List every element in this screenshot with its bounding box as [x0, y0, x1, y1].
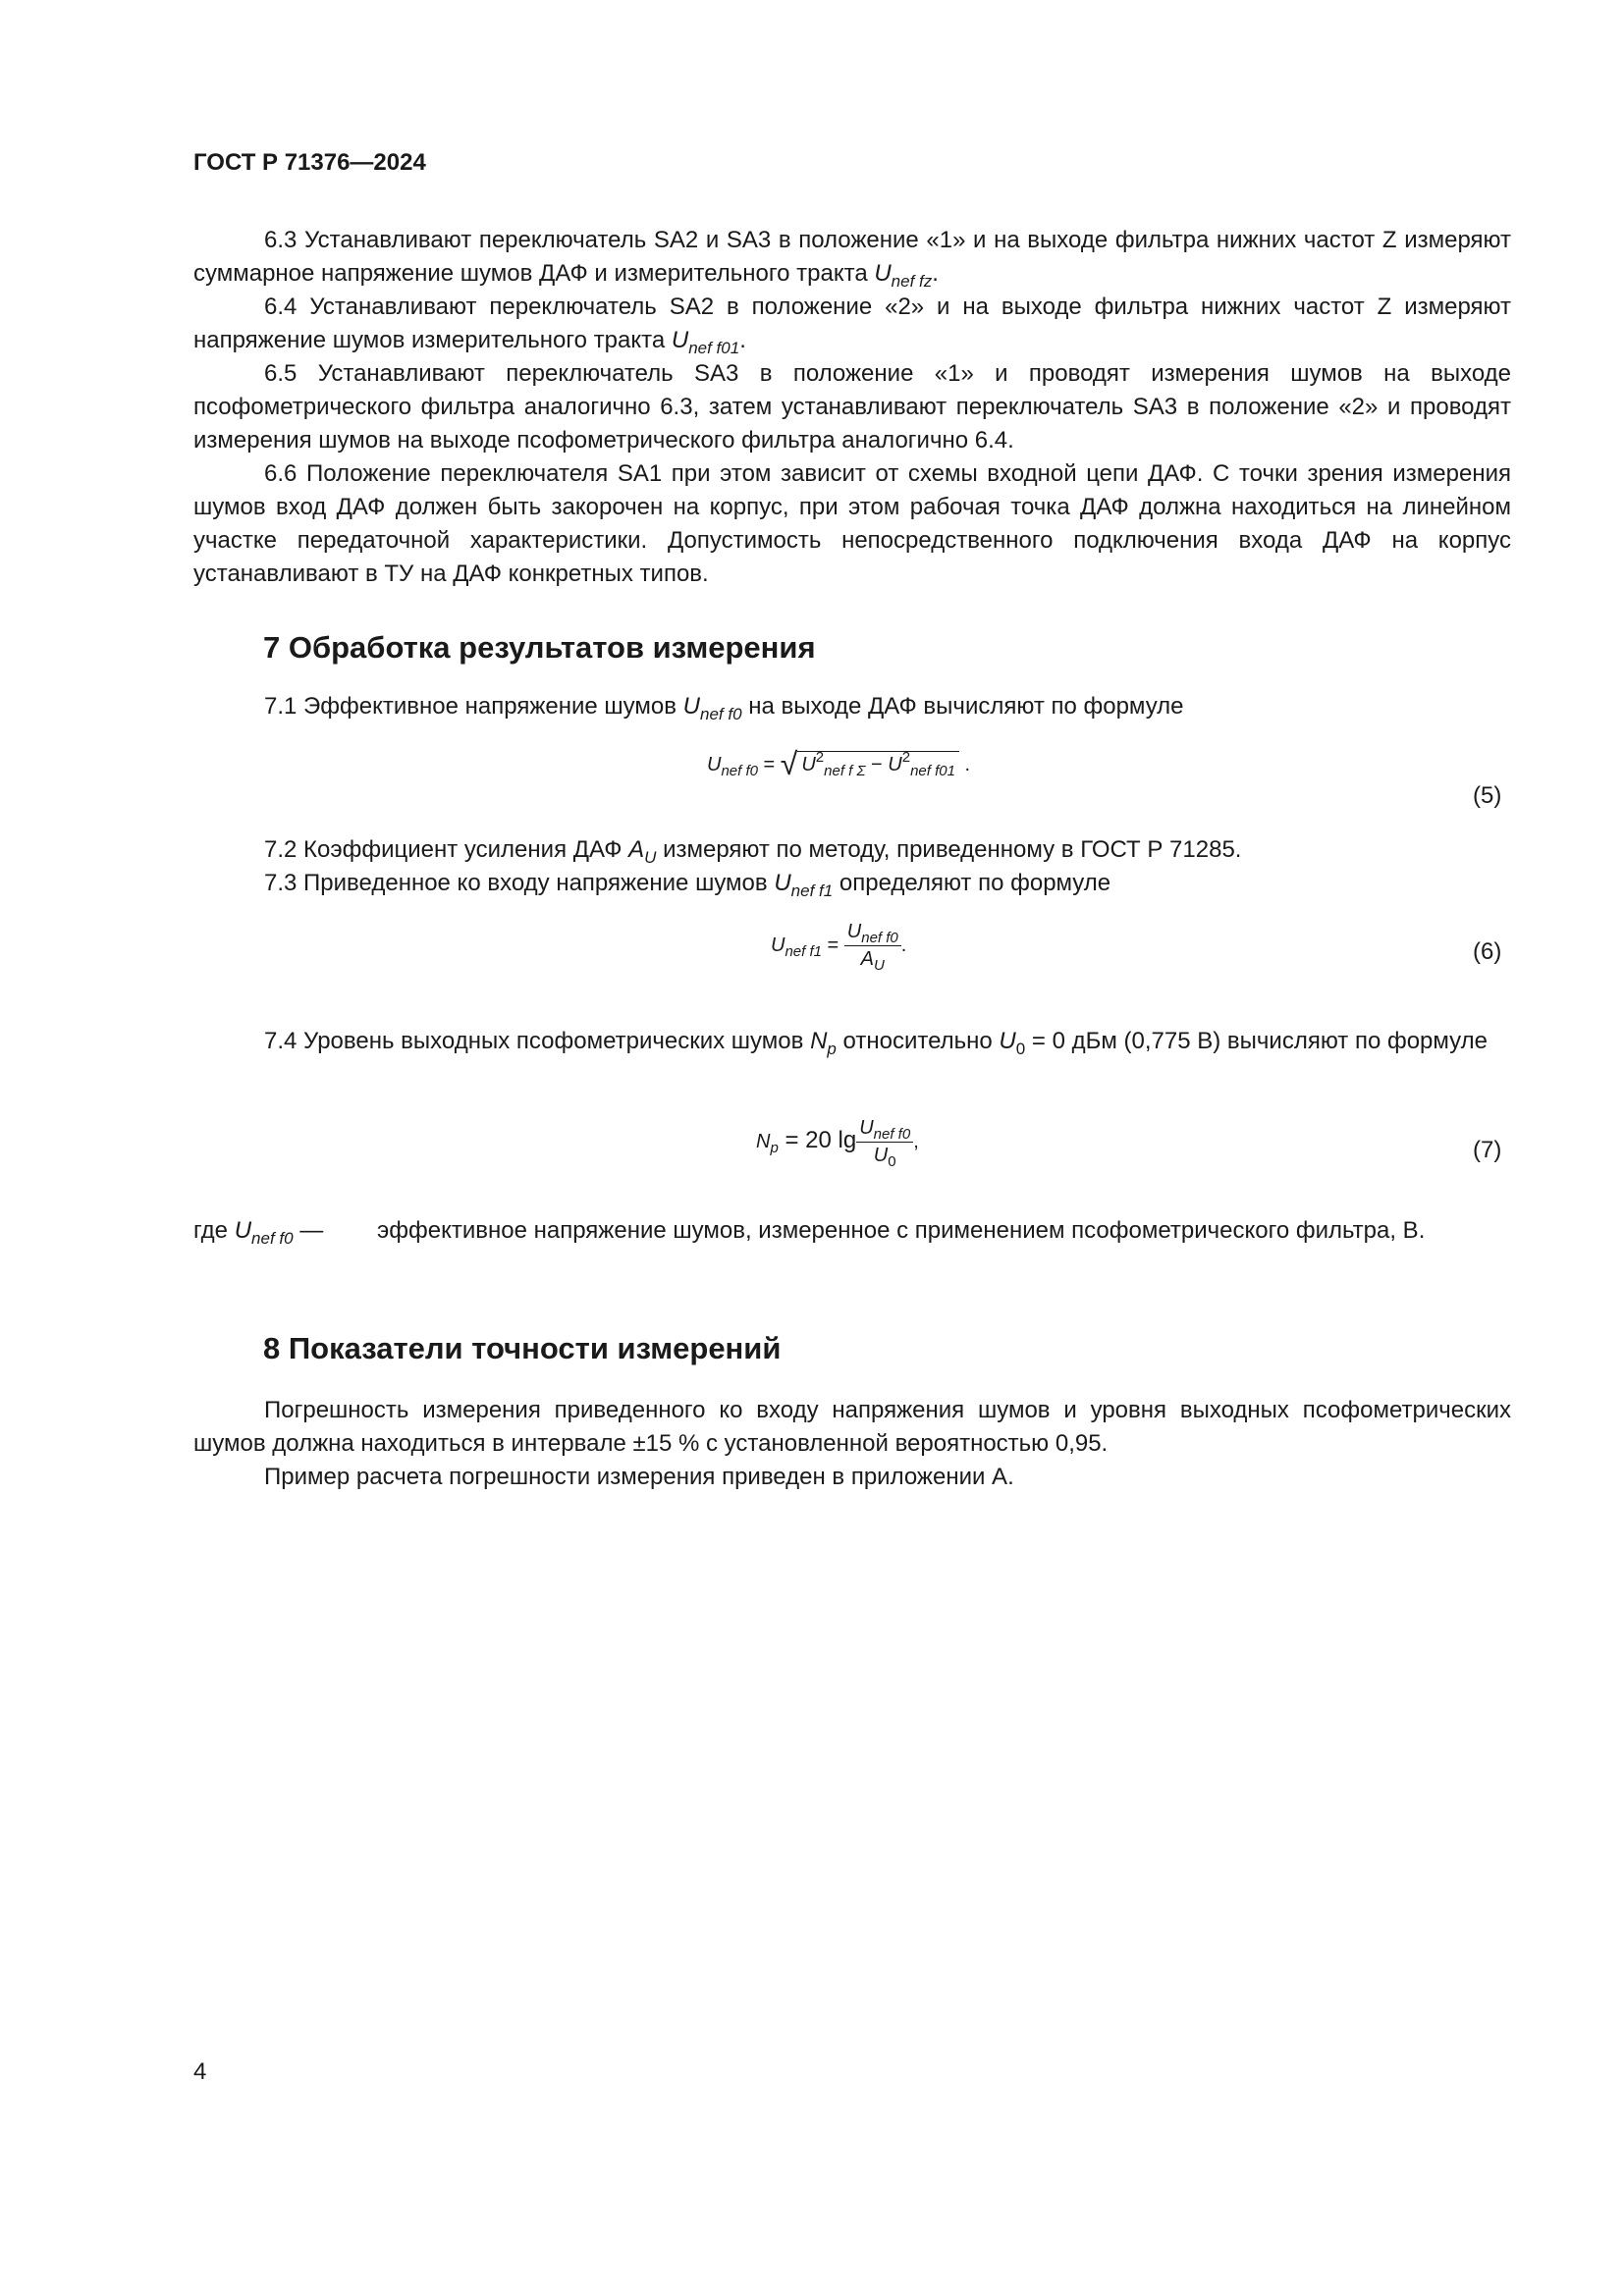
paragraph-7-4-text: 7.4 Уровень выходных псофометрических шумов — [264, 1028, 811, 1054]
symbol-u: U — [682, 693, 700, 720]
equals-sign: = — [757, 754, 781, 775]
symbol-u: U — [999, 1028, 1016, 1054]
formula-6 — [771, 921, 907, 974]
superscript: 2 — [901, 749, 911, 766]
where-prefix: где — [193, 1217, 235, 1244]
subscript: nef f01 — [688, 339, 740, 357]
paragraph-7-4-text-end: = 0 дБм (0,775 В) вычисляют по формуле — [1025, 1028, 1488, 1054]
paragraph-7-2-text: 7.2 Коэффициент усиления ДАФ — [264, 836, 629, 863]
dash: — — [293, 1217, 324, 1244]
formula-6-number: (6) — [1473, 938, 1502, 965]
paragraph-7-3-text: 7.3 Приведенное ко входу напряжение шумов — [264, 870, 775, 896]
symbol-u: U — [671, 327, 689, 353]
period: . — [932, 260, 939, 287]
subscript: p — [827, 1040, 837, 1058]
fraction — [844, 921, 901, 974]
denominator — [856, 1143, 913, 1170]
subscript: nef f1 — [790, 881, 834, 900]
symbol-u: U — [888, 754, 902, 775]
symbol-u: U — [774, 870, 791, 896]
symbol-u: U — [707, 754, 722, 775]
symbol-n: N — [756, 1130, 771, 1152]
symbol-u: U — [771, 934, 785, 956]
paragraph-7-3-text-end: определяют по формуле — [833, 870, 1111, 896]
minus-sign: − — [865, 754, 889, 775]
symbol-a: A — [628, 836, 645, 863]
sqrt-sign: √ — [780, 746, 798, 781]
paragraph-8-1: Погрешность измерения приведенного ко входу напряжения шумов и уровня выходных псофометрических шумов должна находиться в интервале ±15 % с установленной вероятностью 0,95. — [193, 1397, 1511, 1457]
paragraph-6-4-text: 6.4 Устанавливают переключатель SA2 в положение «2» и на выходе фильтра нижних частот Z измеряют напряжение шумов измерительного тракта — [193, 294, 1511, 353]
subscript: nef f Σ — [824, 763, 866, 779]
subscript: 0 — [888, 1153, 896, 1170]
comma: , — [913, 1130, 919, 1152]
superscript: 2 — [815, 749, 825, 766]
subscript: U — [874, 957, 885, 974]
symbol-u: U — [846, 921, 862, 942]
symbol-u: U — [801, 754, 816, 775]
paragraph-8-2: Пример расчета погрешности измерения приведен в приложении А. — [264, 1464, 1014, 1490]
paragraph-6-5: 6.5 Устанавливают переключатель SA3 в положение «1» и проводят измерения шумов на выходе псофометрического фильтра аналогично 6.3, затем устанавливают переключатель SA3 в положение «2» и проводят измерения шумов на выходе псофометрического фильтра аналогично 6.4. — [193, 360, 1511, 454]
subscript: p — [770, 1139, 779, 1156]
paragraph-6-3-text: 6.3 Устанавливают переключатель SA2 и SA3 в положение «1» и на выходе фильтра нижних частот Z измеряют суммарное напряжение шумов ДАФ и измерительного тракта — [193, 227, 1511, 287]
subscript: nef f01 — [910, 763, 955, 779]
subscript: U — [644, 848, 657, 867]
symbol-u: U — [234, 1217, 252, 1244]
subscript: nef f0 — [251, 1229, 294, 1248]
formula-7-number: (7) — [1473, 1137, 1502, 1163]
document-header: ГОСТ Р 71376—2024 — [193, 149, 426, 176]
radicand — [797, 749, 959, 779]
subscript: nef f0 — [721, 763, 758, 779]
subscript: nef f0 — [873, 1126, 911, 1143]
paragraph-7-4 — [193, 1025, 1511, 1058]
equals-20-lg: = 20 lg — [778, 1126, 857, 1153]
formula-5-number: (5) — [1473, 782, 1502, 809]
subscript: nef fz — [891, 272, 933, 291]
paragraph-6-3 — [193, 224, 1511, 291]
paragraph-6-4 — [193, 291, 1511, 357]
period: . — [739, 327, 746, 353]
paragraph-7-4-text-mid: относительно — [836, 1028, 1000, 1054]
where-description: эффективное напряжение шумов, измеренное с применением псофометрического фильтра, В. — [377, 1217, 1426, 1244]
subscript: 0 — [1015, 1040, 1026, 1058]
paragraph-7-1 — [264, 693, 1184, 721]
numerator — [844, 921, 901, 946]
fraction — [856, 1117, 913, 1170]
formula-5 — [707, 746, 970, 782]
subscript: nef f0 — [861, 930, 898, 946]
formula-7 — [756, 1117, 919, 1170]
symbol-a: A — [860, 948, 875, 970]
paragraph-7-2 — [264, 836, 1242, 867]
subscript: nef f0 — [700, 705, 742, 723]
paragraph-7-2-text-end: измеряют по методу, приведенному в ГОСТ Р 71285. — [656, 836, 1242, 863]
section-8-heading: 8 Показатели точности измерений — [263, 1331, 782, 1365]
symbol-u: U — [874, 260, 892, 287]
symbol-u: U — [873, 1145, 889, 1166]
symbol-u: U — [859, 1117, 874, 1139]
period: . — [900, 934, 907, 956]
where-label — [193, 1214, 323, 1248]
equals-sign: = — [821, 934, 844, 956]
period: . — [958, 754, 971, 775]
numerator — [856, 1117, 913, 1143]
symbol-n: N — [810, 1028, 828, 1054]
page-number: 4 — [193, 2058, 207, 2085]
subscript: nef f1 — [785, 942, 822, 960]
paragraph-7-1-text: 7.1 Эффективное напряжение шумов — [264, 693, 683, 720]
denominator — [844, 946, 901, 974]
paragraph-7-1-text-end: на выходе ДАФ вычисляют по формуле — [741, 693, 1184, 720]
section-7-heading: 7 Обработка результатов измерения — [263, 630, 816, 665]
paragraph-7-3 — [264, 870, 1111, 900]
paragraph-6-6: 6.6 Положение переключателя SA1 при этом зависит от схемы входной цепи ДАФ. С точки зрения измерения шумов вход ДАФ должен быть закорочен на корпус, при этом рабочая точка ДАФ должна находиться на линейном участке передаточной характеристики. Допустимость непосредственного подключения входа ДАФ на корпус устанавливают в ТУ на ДАФ конкретных типов. — [193, 460, 1511, 587]
